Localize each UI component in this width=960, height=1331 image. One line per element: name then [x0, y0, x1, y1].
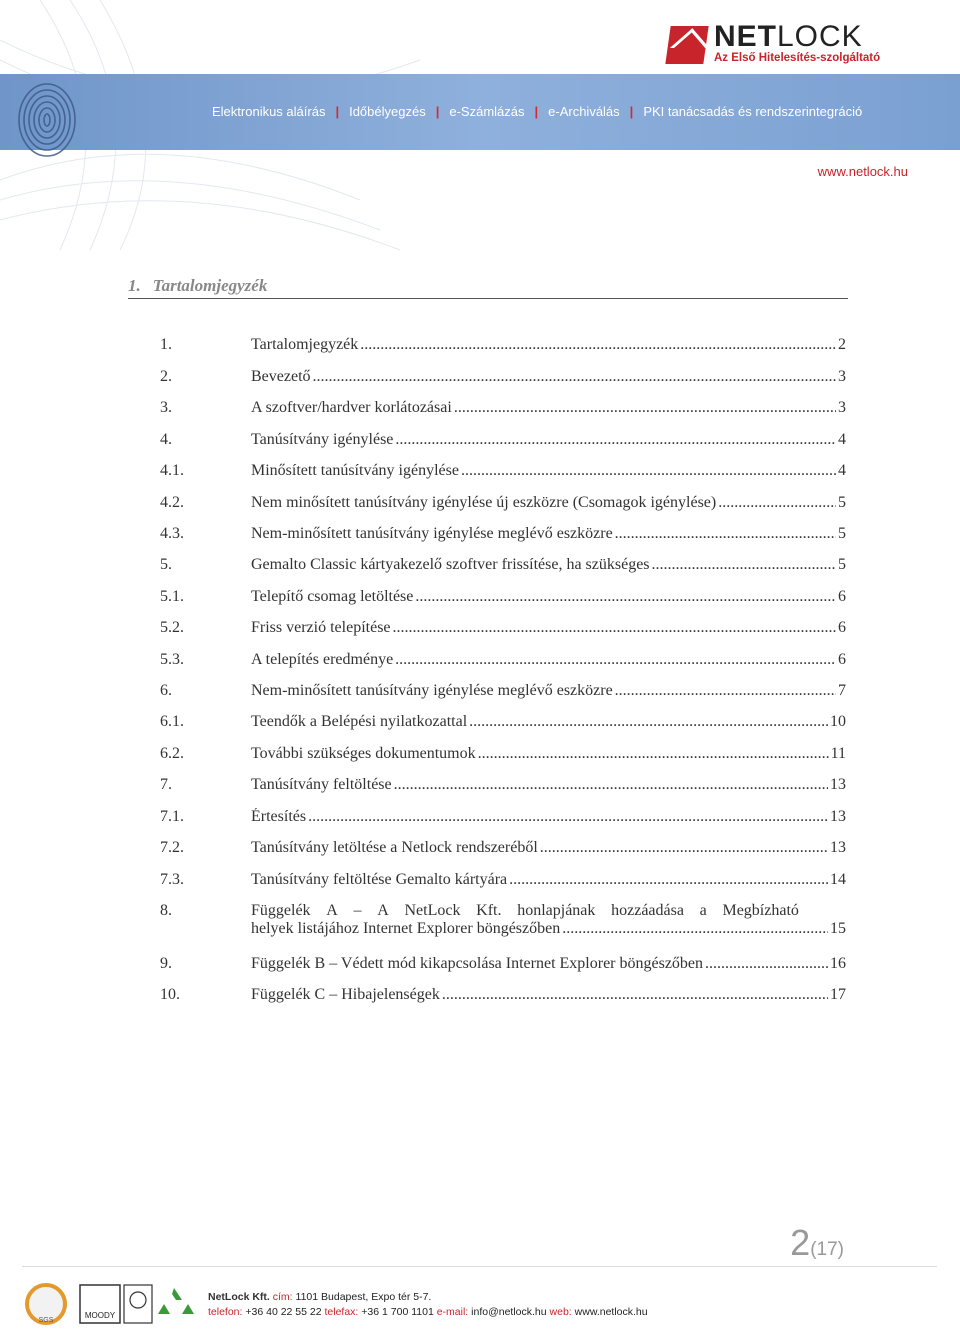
toc-entry-page: 3 [838, 399, 846, 416]
toc-entry-page: 13 [830, 808, 846, 825]
toc-entry[interactable] [160, 525, 846, 543]
footer-address: 1101 Budapest, Expo tér 5-7. [295, 1291, 432, 1303]
toc-leader-dots [442, 986, 828, 1004]
footer-fax: +36 1 700 1101 [361, 1306, 434, 1318]
toc-entry-number: 4.1. [160, 462, 184, 479]
footer-contact [208, 1290, 648, 1320]
toc-entry-number: 3. [160, 399, 172, 416]
toc-entry[interactable] [160, 619, 846, 637]
toc-entry-number: 4.3. [160, 525, 184, 542]
toc-entry-number: 2. [160, 368, 172, 385]
toc-entry-number: 6.1. [160, 713, 184, 730]
nav-separator: | [335, 104, 340, 119]
nav-separator: | [534, 104, 539, 119]
toc-leader-dots [705, 955, 828, 973]
toc-entry-number: 10. [160, 986, 180, 1003]
toc-entry-title: Tanúsítvány igénylése [251, 431, 394, 448]
toc-leader-dots [562, 920, 828, 938]
toc-entry-title: Tanúsítvány feltöltése [251, 776, 392, 793]
nav-separator: | [435, 104, 440, 119]
footer-line-2: telefon: +36 40 22 55 22 telefax: +36 1 700 1101 e-mail: info@netlock.hu web: www.netlock.hu [208, 1306, 648, 1318]
toc-entry-page: 6 [838, 651, 846, 668]
toc-entry[interactable] [160, 494, 846, 512]
toc-entry[interactable] [160, 955, 846, 973]
toc-entry-number: 8. [160, 902, 172, 919]
toc-title-word: Megbízható [722, 902, 799, 919]
toc-entry-number: 4. [160, 431, 172, 448]
toc-entry-number: 6.2. [160, 745, 184, 762]
toc-entry-page: 11 [830, 745, 846, 762]
toc-entry[interactable] [160, 839, 846, 857]
toc-entry-title: Tanúsítvány letöltése a Netlock rendszeréből [251, 839, 538, 856]
toc-entry-title: További szükséges dokumentumok [251, 745, 476, 762]
toc-entry[interactable] [160, 556, 846, 574]
toc-entry-title: Értesítés [251, 808, 307, 825]
toc-entry-title: Gemalto Classic kártyakezelő szoftver frissítése, ha szükséges [251, 556, 650, 573]
toc-entry-title: Tartalomjegyzék [251, 336, 359, 353]
footer-email[interactable]: info@netlock.hu [471, 1306, 547, 1318]
toc-entry[interactable] [160, 986, 846, 1004]
heading-title: Tartalomjegyzék [152, 276, 268, 295]
toc-leader-dots [540, 839, 828, 857]
toc-title-word: Függelék [251, 902, 311, 919]
toc-entry[interactable] [160, 431, 846, 449]
toc-title-word: – [353, 902, 362, 919]
toc-entry[interactable] [160, 713, 846, 731]
page-number [790, 1222, 844, 1264]
logo-wordmark: NETLOCK [714, 20, 863, 53]
toc-leader-dots [393, 619, 836, 637]
toc-entry[interactable] [160, 651, 846, 669]
toc-entry-page: 2 [838, 336, 846, 353]
toc-leader-dots [509, 871, 828, 889]
toc-entry-page: 14 [830, 871, 846, 888]
toc-entry-title: A szoftver/hardver korlátozásai [251, 399, 452, 416]
toc-entry-title: A telepítés eredménye [251, 651, 394, 668]
header-url: www.netlock.hu [817, 164, 908, 179]
toc-entry[interactable] [160, 745, 846, 763]
nav-item-e-signature: Elektronikus aláírás [212, 104, 326, 119]
toc-entry-title: Friss verzió telepítése [251, 619, 391, 636]
header-nav [212, 104, 862, 119]
toc-title-word: honlapjának [517, 902, 596, 919]
toc-leader-dots [461, 462, 836, 480]
toc-leader-dots [652, 556, 836, 574]
toc-entry-number: 5.1. [160, 588, 184, 605]
toc-entry-page: 13 [830, 776, 846, 793]
toc-leader-dots [313, 368, 836, 386]
footer-phone: +36 40 22 55 22 [245, 1306, 322, 1318]
toc-leader-dots [308, 808, 828, 826]
toc-entry-page: 4 [838, 431, 846, 448]
toc-entry-page: 10 [830, 713, 846, 730]
toc-entry-title: Teendők a Belépési nyilatkozattal [251, 713, 468, 730]
footer-address-label: cím: [272, 1291, 293, 1303]
page-total: (17) [810, 1239, 844, 1260]
certification-badges [24, 1282, 204, 1326]
ukas-badge-icon [124, 1285, 152, 1323]
toc-entry-number: 5.2. [160, 619, 184, 636]
logo-tagline: Az Első Hitelesítés-szolgáltató [714, 52, 881, 64]
recycle-icon [158, 1288, 194, 1314]
nav-item-pki-consulting: PKI tanácsadás és rendszerintegráció [643, 104, 863, 119]
toc-entry-title: Nem-minősített tanúsítvány igénylése meglévő eszközre [251, 525, 613, 542]
toc-leader-dots [395, 651, 836, 669]
toc-entry-page: 4 [838, 462, 846, 479]
toc-entry-page: 16 [830, 955, 846, 972]
footer-divider [22, 1266, 937, 1267]
toc-leader-dots [718, 494, 836, 512]
toc-entry-title-line-1 [251, 902, 799, 920]
toc-entry-page: 3 [838, 368, 846, 385]
footer-web[interactable]: www.netlock.hu [574, 1306, 648, 1318]
toc-leader-dots [394, 776, 828, 794]
page-current: 2 [790, 1222, 811, 1263]
toc-entry-title: Nem minősített tanúsítvány igénylése új eszközre (Csomagok igénylése) [251, 494, 717, 511]
toc-title-word: NetLock [404, 902, 461, 919]
toc-leader-dots [454, 399, 836, 417]
heading-number: 1. [128, 276, 141, 295]
toc-entry-number: 7.1. [160, 808, 184, 825]
toc-entry-title: Telepítő csomag letöltése [251, 588, 414, 605]
toc-entry-page: 5 [838, 525, 846, 542]
toc-entry-page: 6 [838, 619, 846, 636]
toc-title-word: A [377, 902, 389, 919]
toc-entry-number: 5.3. [160, 651, 184, 668]
fingerprint-icon [14, 78, 80, 160]
toc-entry-title: Minősített tanúsítvány igénylése [251, 462, 459, 479]
moody-badge-icon [80, 1285, 120, 1323]
toc-entry-title-line-2: helyek listájához Internet Explorer böngészőben [251, 920, 561, 937]
toc-entry[interactable] [160, 336, 846, 354]
footer-line-1 [208, 1290, 648, 1305]
nav-item-e-archiving: e-Archiválás [548, 104, 620, 119]
toc-title-word: hozzáadása [611, 902, 684, 919]
netlock-mark-icon [665, 26, 708, 64]
toc-leader-dots [478, 745, 829, 763]
sgs-badge-icon [27, 1285, 65, 1324]
toc-title-word: a [699, 902, 707, 919]
toc-leader-dots [415, 588, 836, 606]
toc-leader-dots [615, 682, 836, 700]
toc-entry-number: 9. [160, 955, 172, 972]
svg-text:SGS: SGS [38, 1317, 54, 1324]
toc-entry-title: Függelék B – Védett mód kikapcsolása Internet Explorer böngészőben [251, 955, 704, 972]
toc-entry-page: 15 [830, 920, 846, 937]
toc-entry[interactable] [160, 588, 846, 606]
toc-entry[interactable] [160, 462, 846, 480]
toc-leader-dots [395, 431, 836, 449]
toc-entry[interactable] [160, 399, 846, 417]
toc-entry-page: 17 [830, 986, 846, 1003]
toc-entry-page: 5 [838, 494, 846, 511]
toc-entry-number: 7.3. [160, 871, 184, 888]
toc-title-word: Kft. [476, 902, 502, 919]
toc-leader-dots [469, 713, 828, 731]
section-heading [128, 276, 848, 299]
toc-entry[interactable] [160, 776, 846, 794]
nav-separator: | [629, 104, 634, 119]
netlock-logo [668, 20, 918, 70]
toc-entry-title: Függelék C – Hibajelenségek [251, 986, 440, 1003]
toc-entry[interactable] [160, 808, 846, 826]
toc-entry-title: Bevezető [251, 368, 311, 385]
toc-entry-page: 6 [838, 588, 846, 605]
toc-entry-title: Nem-minősített tanúsítvány igénylése meglévő eszközre [251, 682, 613, 699]
toc-leader-dots [360, 336, 836, 354]
toc-entry[interactable] [160, 871, 846, 889]
toc-title-word: A [326, 902, 338, 919]
nav-item-e-invoicing: e-Számlázás [449, 104, 525, 119]
toc-leader-dots [615, 525, 836, 543]
toc-entry-page: 13 [830, 839, 846, 856]
nav-item-timestamp: Időbélyegzés [349, 104, 426, 119]
toc-entry-page: 5 [838, 556, 846, 573]
svg-text:MOODY: MOODY [84, 1311, 116, 1320]
toc-entry-number: 6. [160, 682, 172, 699]
toc-entry-number: 7. [160, 776, 172, 793]
toc-entry-title: Tanúsítvány feltöltése Gemalto kártyára [251, 871, 508, 888]
footer-company: NetLock Kft. [208, 1291, 270, 1303]
toc-entry-number: 5. [160, 556, 172, 573]
toc-entry[interactable] [160, 682, 846, 700]
toc-entry-number: 1. [160, 336, 172, 353]
toc-entry-number: 7.2. [160, 839, 184, 856]
toc-entry[interactable] [160, 368, 846, 386]
toc-entry-page: 7 [838, 682, 846, 699]
toc-entry-number: 4.2. [160, 494, 184, 511]
toc-entry[interactable] [160, 902, 846, 938]
